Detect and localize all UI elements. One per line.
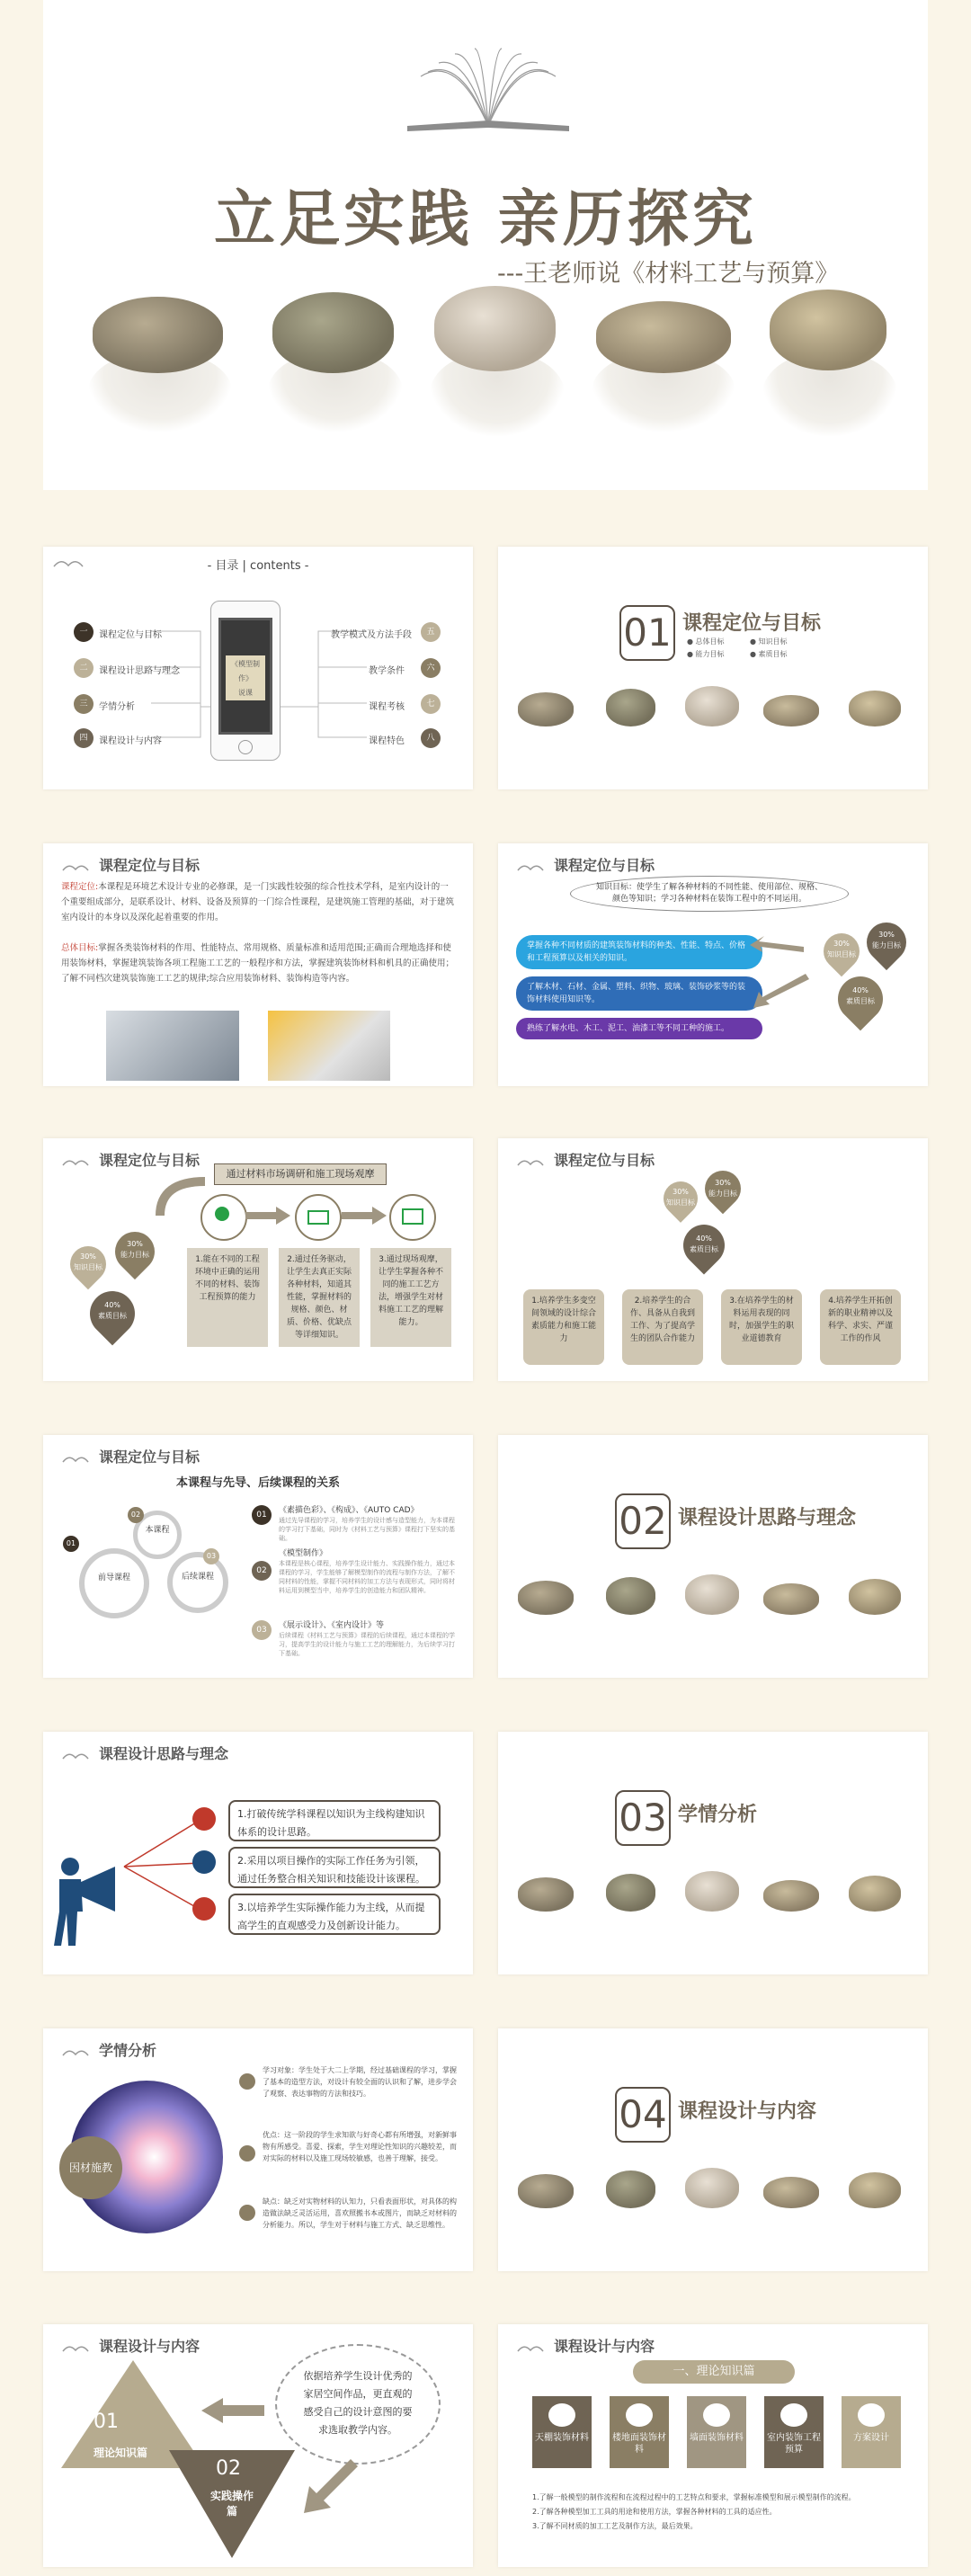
section-title: 课程定位与目标 — [682, 612, 822, 635]
arrow-left-icon — [201, 2398, 264, 2423]
puzzle-icon — [239, 2205, 255, 2221]
stone-image — [849, 1579, 901, 1615]
section-number: 02 — [615, 1493, 671, 1549]
triangle-label: 实践操作篇 — [209, 2490, 254, 2518]
goal-drop-label: 30% 知识目标 — [666, 1188, 695, 1207]
arrows-graphic — [750, 929, 813, 1028]
slide-heading: 课程设计与内容 — [61, 2335, 200, 2356]
house-icon — [548, 2403, 575, 2427]
quality-card: 2.培养学生的合作、具备从自我到工作、为了提高学生的团队合作能力 — [622, 1289, 703, 1365]
toc-num-badge: 三 — [74, 694, 94, 714]
toc-num-badge: 四 — [74, 728, 94, 748]
goal-tag: 了解木材、石材、金属、塑料、织物、玻璃、装饰砂浆等的装饰材料使用知识等。 — [516, 976, 762, 1011]
person-icon — [239, 2073, 255, 2090]
quality-card: 3.在培养学生的材料运用表现的同时，加强学生的职业道德教育 — [721, 1289, 802, 1365]
screen-icon — [192, 1897, 216, 1921]
goal-drop-label: 30% 知识目标 — [827, 940, 856, 958]
item-text: 后续课程《材料工艺与预算》课程的后续课程，通过本课程的学习，提高学生的设计能力与施工工艺的理解能力，为后续学习打下基础。 — [279, 1632, 455, 1657]
pin-node: 本课程 — [133, 1511, 182, 1559]
wall-icon — [703, 2403, 730, 2427]
book-open-icon — [295, 1194, 342, 1241]
section-title: 学情分析 — [678, 1804, 758, 1826]
goal-tag: 掌握各种不同材质的建筑装饰材料的种类、性能、特点、价格和工程预算以及相关的知识。 — [516, 935, 762, 969]
toc-item-positioning[interactable]: 课程定位与目标 — [99, 630, 162, 640]
book-icon — [516, 861, 545, 872]
tools-icon — [780, 2403, 807, 2427]
stone-image — [93, 297, 223, 373]
slide-section-04 — [498, 2028, 928, 2271]
toc-item-features[interactable]: 课程特色 — [369, 736, 405, 746]
toc-num-badge: 一 — [74, 622, 94, 642]
triangle-label: 理论知识篇 — [94, 2447, 148, 2459]
arrow-right-icon — [245, 1207, 290, 1225]
lightbulb-icon — [200, 1194, 247, 1241]
book-icon — [61, 1156, 90, 1167]
idea-box: 3.以培养学生实际操作能力为主线，从而提高学生的直观感受力及创新设计能力。 — [228, 1894, 441, 1935]
drafting-photo — [106, 1011, 239, 1081]
stone-image — [763, 1583, 819, 1615]
quality-card: 1.培养学生多变空间领域的设计综合素质能力和施工能力 — [523, 1289, 604, 1365]
slide-design-ideas — [43, 1732, 473, 1974]
toc-num-badge: 五 — [421, 622, 441, 642]
book-icon — [61, 2342, 90, 2353]
book-icon — [61, 2046, 90, 2057]
toc-item-teaching-mode[interactable]: 教学模式及方法手段 — [331, 630, 412, 640]
slide-heading: 课程设计思路与理念 — [61, 1743, 228, 1763]
slide-heading: 学情分析 — [61, 2039, 156, 2060]
book-icon — [61, 861, 90, 872]
ability-card: 2.通过任务驱动，让学生去真正实际各种材料，知道其性能，掌握材料的规格、颜色、材质、价格、优缺点等详细知识。 — [279, 1248, 360, 1347]
item-num: 02 — [252, 1561, 272, 1581]
item-text: 通过先导课程的学习，培养学生的设计感与造型能力，为本课程的学习打下基础，同时为《材料工艺与预算》课程打下坚实的基础。 — [279, 1517, 455, 1542]
stone-image — [518, 692, 574, 726]
item-text: 本课程是核心课程，培养学生设计能力、实践操作能力，通过本课程的学习，学生能够了解模型制作的流程与制作方法，了解不同材料的性能，掌握不同材料的加工方法与表现形式，同时将材料运用到模型当中，培养学生的创造能力和团队精神。 — [279, 1560, 455, 1594]
stone-image — [849, 691, 901, 726]
stone-image — [518, 1581, 574, 1615]
stone-image — [685, 686, 739, 726]
toc-num-badge: 六 — [421, 658, 441, 678]
topic-tile[interactable]: 室内装饰工程预算 — [764, 2396, 824, 2468]
construction-helmet-photo — [268, 1011, 390, 1081]
slide-content-design — [43, 2324, 473, 2567]
stone-image — [849, 1876, 901, 1912]
section-number: 01 — [619, 605, 675, 661]
slide-heading: 课程定位与目标 — [516, 854, 655, 875]
item-title: 《素描色彩》、《构成》、《AUTO CAD》 — [279, 1506, 419, 1515]
stone-image — [434, 286, 556, 371]
topic-tile[interactable]: 天棚装饰材料 — [532, 2396, 592, 2468]
triangle-number: 02 — [216, 2457, 241, 2480]
stone-image — [272, 292, 394, 373]
stone-image — [685, 1574, 739, 1615]
slide-contents — [43, 547, 473, 789]
goal-tag: 熟练了解水电、木工、泥工、油漆工等不同工种的施工。 — [516, 1018, 762, 1039]
toc-num-badge: 七 — [421, 694, 441, 714]
toc-item-assessment[interactable]: 课程考核 — [369, 702, 405, 712]
stone-image — [606, 2170, 655, 2208]
book-icon — [516, 2342, 545, 2353]
book-icon — [61, 1453, 90, 1464]
pin-node: 后续课程 — [167, 1552, 228, 1613]
slide-heading: 课程定位与目标 — [516, 1149, 655, 1170]
floor-icon — [626, 2403, 653, 2427]
objective-bullet: ● 总体目标 — [687, 637, 725, 646]
slide-section-02 — [498, 1435, 928, 1678]
hero-banner — [43, 0, 928, 490]
analysis-paragraph: 优点：这一阶段的学生求知欲与好奇心都有所增强，对新鲜事物有所感受。喜爱、探索，学生对理论性知识的兴趣较差，而对实际的材料以及施工现场较敏感，也善于理解，接受。 — [263, 2131, 457, 2162]
arrow-right-icon — [342, 1207, 387, 1225]
toc-item-content[interactable]: 课程设计与内容 — [99, 736, 162, 746]
objective-bullet: ● 素质目标 — [750, 650, 788, 658]
topic-tile[interactable]: 墙面装饰材料 — [687, 2396, 746, 2468]
hero-title: 立足实践 亲历探究 — [214, 184, 757, 255]
stone-image — [596, 301, 731, 373]
pin-badge: 01 — [63, 1536, 79, 1552]
slide-section-01 — [498, 547, 928, 789]
open-book-icon — [403, 45, 574, 135]
book-icon — [61, 1750, 90, 1760]
research-banner: 通过材料市场调研和施工现场观摩 — [214, 1163, 387, 1185]
slide-heading: 课程设计与内容 — [516, 2335, 655, 2356]
slide-student-analysis — [43, 2028, 473, 2271]
stone-image — [685, 2168, 739, 2208]
idea-box: 2.采用以项目操作的实际工作任务为引领，通过任务整合相关知识和技能设计该课程。 — [228, 1847, 441, 1888]
goal-drop-label: 40% 素质目标 — [846, 986, 875, 1005]
stone-image — [763, 2177, 819, 2208]
slide-heading: 课程定位与目标 — [61, 854, 200, 875]
objective-note: 3.了解不同材质的加工工艺及制作方法，最后效果。 — [532, 2522, 698, 2530]
item-title: 《模型制作》 — [279, 1549, 328, 1558]
location-icon — [858, 2403, 885, 2427]
stone-image — [770, 290, 886, 370]
pin-badge: 03 — [203, 1548, 219, 1564]
section-number: 03 — [615, 1790, 671, 1846]
course-positioning-paragraph: 课程定位:本课程是环境艺术设计专业的必修课，是一门实践性较强的综合性技术学科，是室内设计的一个重要组成部分，是联系设计、材料、设备及预算的一门综合性课程，是建筑施工管理的基础，对于建筑室内设计的本身以及深化起着重要的作用。 — [61, 882, 455, 923]
knowledge-goal-oval: 知识目标：使学生了解各种材料的不同性能、使用部位、规格、颜色等知识；学习各种材料在装饰工程中的不同运用。 — [570, 876, 849, 912]
topic-tile[interactable]: 楼地面装饰材料 — [610, 2396, 669, 2468]
content-bubble: 依据培养学生设计优秀的家居空间作品，更直观的感受自己的设计意图的要求选取教学内容。 — [275, 2344, 441, 2465]
item-num: 01 — [252, 1505, 272, 1525]
overall-goal-paragraph: 总体目标:掌握各类装饰材料的作用、性能特点、常用规格、质量标准和适用范围;正确而合理地选择和使用装饰材料，掌握建筑装饰各项工程施工工艺的一般程序和方法，掌握建筑装饰材料和机具的正确使用；了解不同档次建筑装饰施工工艺的规律;综合应用装饰材料、装饰构造等内容。 — [61, 943, 455, 984]
contents-title: - 目录 | contents - — [207, 559, 309, 573]
section-title: 课程设计思路与理念 — [678, 1507, 857, 1529]
stone-image — [518, 2174, 574, 2208]
section-title: 课程设计与内容 — [678, 2100, 817, 2123]
stone-image — [849, 2172, 901, 2208]
toc-item-design-ideas[interactable]: 课程设计思路与理念 — [99, 666, 180, 676]
hero-subtitle: ---王老师说《材料工艺与预算》 — [497, 260, 840, 288]
objective-bullet: ● 知识目标 — [750, 637, 788, 646]
goal-drop-label: 30% 能力目标 — [120, 1240, 149, 1259]
slide-knowledge-goals — [498, 843, 928, 1086]
goal-drop-label: 40% 素质目标 — [98, 1301, 127, 1320]
slide-course-relationship — [43, 1435, 473, 1678]
slide-theory-knowledge — [498, 2324, 928, 2567]
goal-drop-label: 40% 素质目标 — [690, 1235, 718, 1253]
toc-item-conditions[interactable]: 教学条件 — [369, 666, 405, 676]
section-number: 04 — [615, 2087, 671, 2143]
stone-image — [763, 1880, 819, 1912]
goal-drop-label: 30% 能力目标 — [872, 931, 901, 949]
stone-image — [518, 1877, 574, 1912]
notebook-icon — [192, 1850, 216, 1874]
goal-drop-label: 30% 能力目标 — [708, 1179, 737, 1198]
book-icon — [516, 1156, 545, 1167]
analysis-paragraph: 缺点：缺乏对实物材料的认知力，只看表面形状，对具体的构造做法缺乏灵活运用，喜欢照搬书本或图片，而缺乏对材料的分析能力。所以，学生对于材料与施工方式、缺乏思维性。 — [263, 2197, 457, 2229]
idea-box: 1.打破传统学科课程以知识为主线构建知识体系的设计思路。 — [228, 1800, 441, 1841]
slide-heading: 课程定位与目标 — [61, 1446, 200, 1466]
goal-drop-label: 30% 知识目标 — [74, 1252, 102, 1271]
stone-image — [606, 689, 655, 726]
ability-card: 1.能在不同的工程环境中正确的运用不同的材料、装饰工程预算的能力 — [187, 1248, 268, 1347]
objective-note: 1.了解一般模型的制作流程和在流程过程中的工艺特点和要求，掌握标准模型和展示模型制作的流程。 — [532, 2493, 856, 2501]
objective-bullet: ● 能力目标 — [687, 650, 725, 658]
slide-section-03 — [498, 1732, 928, 1974]
slide-heading: 课程定位与目标 — [61, 1149, 200, 1170]
teach-by-aptitude-badge: 因材施教 — [59, 2136, 122, 2199]
phone-screen-text: 《模型制作》 说课 — [226, 655, 265, 700]
item-num: 03 — [252, 1620, 272, 1640]
triangle-number: 01 — [94, 2411, 119, 2433]
presentation-icon — [389, 1194, 436, 1241]
objective-note: 2.了解各种模型加工工具的用途和使用方法，掌握各种材料的工具的适应性。 — [532, 2508, 777, 2516]
slide-ability-goals — [43, 1138, 473, 1381]
document-icon — [192, 1807, 216, 1831]
pin-badge: 02 — [128, 1507, 144, 1523]
slide-quality-goals — [498, 1138, 928, 1381]
arrow-down-left-icon — [304, 2459, 358, 2513]
stone-image — [606, 1577, 655, 1615]
toc-num-badge: 二 — [74, 658, 94, 678]
ability-card: 3.通过现场观摩，让学生掌握各种不同的施工工艺方法，增强学生对材料施工工艺的理解能力。 — [370, 1248, 451, 1347]
theory-ribbon: 一、理论知识篇 — [633, 2360, 795, 2384]
quality-card: 4.培养学生开拓创新的职业精神以及科学、求实、严谨工作的作风 — [820, 1289, 901, 1365]
slide-positioning-text — [43, 843, 473, 1086]
toc-item-analysis[interactable]: 学情分析 — [99, 702, 135, 712]
relationship-title: 本课程与先导、后续课程的关系 — [175, 1476, 340, 1490]
pin-node: 前导课程 — [79, 1548, 149, 1618]
toc-num-badge: 八 — [421, 728, 441, 748]
topic-tile[interactable]: 方案设计 — [842, 2396, 901, 2468]
stone-image — [763, 695, 819, 726]
stone-image — [685, 1871, 739, 1912]
stone-image — [606, 1874, 655, 1912]
item-title: 《展示设计》、《室内设计》等 — [279, 1621, 385, 1630]
analysis-paragraph: 学习对象：学生处于大二上学期，经过基础课程的学习，掌握了基本的造型方法，对设计有较全面的认识和了解，进步学会了观察、表达事物的方法和技巧。 — [263, 2066, 457, 2098]
smile-icon — [239, 2145, 255, 2162]
